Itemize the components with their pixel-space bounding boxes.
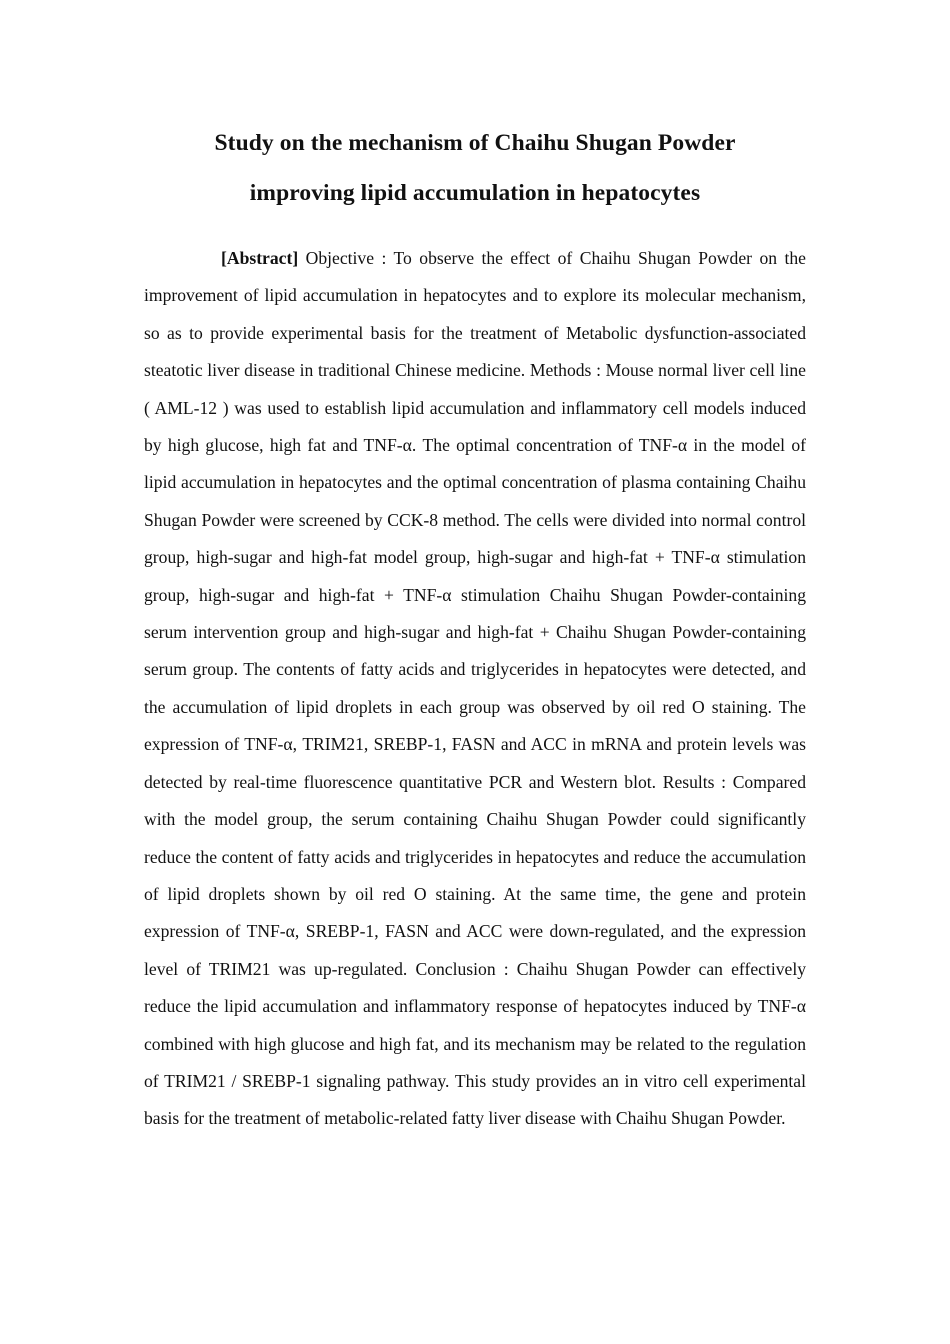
abstract-paragraph (144, 240, 806, 1138)
title-line-1: Study on the mechanism of Chaihu Shugan Powder (214, 130, 736, 156)
title-line-2: improving lipid accumulation in hepatocytes (249, 180, 701, 206)
paper-title (100, 118, 850, 218)
abstract-label: [Abstract] (221, 248, 299, 268)
abstract-text: Objective : To observe the effect of Chaihu Shugan Powder on the improvement of lipid accumulation in hepatocytes and to explore its molecular mechanism, so as to provide experimental basis for the treatment of Metabolic dysfunction-associated steatotic liver disease in traditional Chinese medicine. Methods : Mouse normal liver cell line ( AML-12 ) was used to establish lipid accumulation and inflammatory cell models induced by high glucose, high fat and TNF-α. The optimal concentration of TNF-α in the model of lipid accumulation in hepatocytes and the optimal concentration of plasma containing Chaihu Shugan Powder were screened by CCK-8 method. The cells were divided into normal control group, high-sugar and high-fat model group, high-sugar and high-fat + TNF-α stimulation group, high-sugar and high-fat + TNF-α stimulation Chaihu Shugan Powder-containing serum intervention group and high-sugar and high-fat + Chaihu Shugan Powder-containing serum group. The contents of fatty acids and triglycerides in hepatocytes were detected, and the accumulation of lipid droplets in each group was observed by oil red O staining. The expression of TNF-α, TRIM21, SREBP-1, FASN and ACC in mRNA and protein levels was detected by real-time fluorescence quantitative PCR and Western blot. Results : Compared with the model group, the serum containing Chaihu Shugan Powder could significantly reduce the content of fatty acids and triglycerides in hepatocytes and reduce the accumulation of lipid droplets shown by oil red O staining. At the same time, the gene and protein expression of TNF-α, SREBP-1, FASN and ACC were down-regulated, and the expression level of TRIM21 was up-regulated. Conclusion : Chaihu Shugan Powder can effectively reduce the lipid accumulation and inflammatory response of hepatocytes induced by TNF-α combined with high glucose and high fat, and its mechanism may be related to the regulation of TRIM21 / SREBP-1 signaling pathway. This study provides an in vitro cell experimental basis for the treatment of metabolic-related fatty liver disease with Chaihu Shugan Powder. (144, 248, 806, 1129)
